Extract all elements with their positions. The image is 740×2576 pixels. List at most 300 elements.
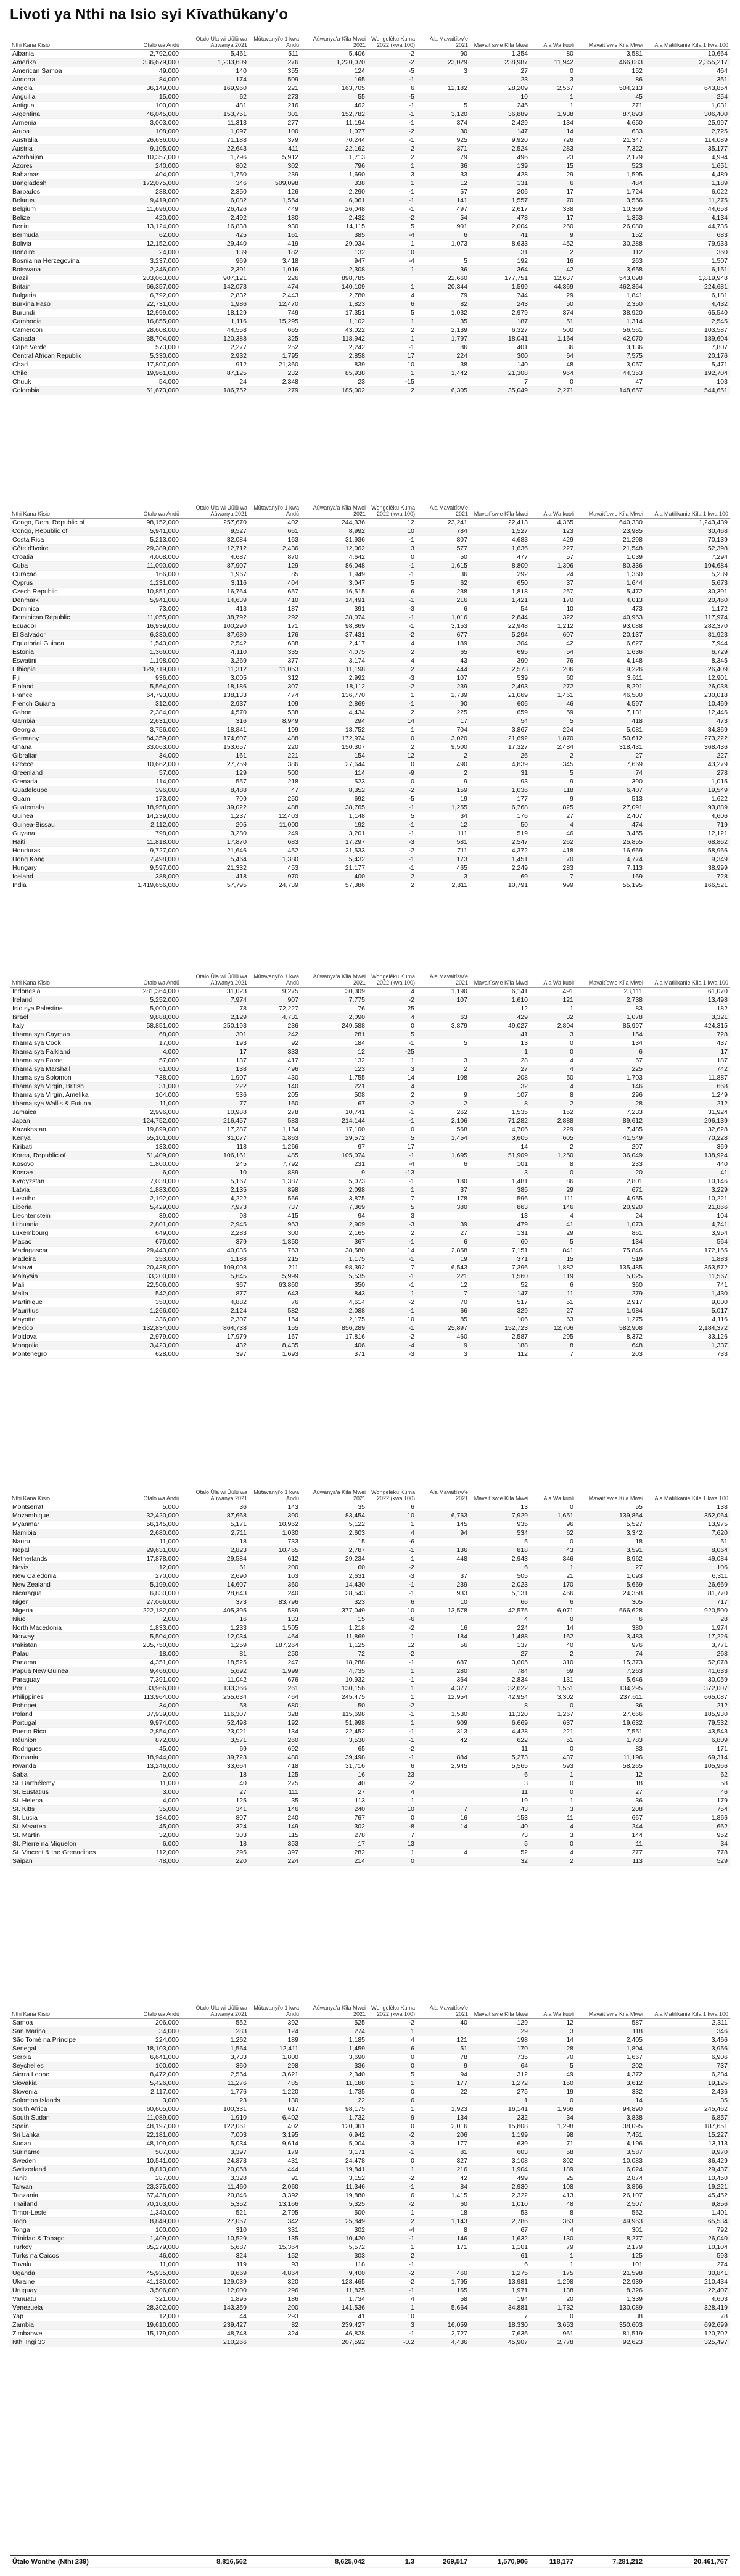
table-cell: 3,003,000: [115, 119, 181, 128]
table-cell: 224: [249, 1857, 301, 1866]
column-header[interactable]: Mavaitīsw'e Kīla Mwei: [470, 2001, 530, 2019]
country-name: Israel: [10, 1013, 115, 1022]
table-cell: 802: [181, 162, 249, 171]
country-name: Armenia: [10, 119, 115, 128]
table-cell: 5: [417, 102, 470, 110]
column-header[interactable]: Otalo wa Andū: [115, 32, 181, 50]
table-cell: 14,491: [301, 597, 368, 605]
table-cell: 38,580: [301, 1247, 368, 1255]
column-header[interactable]: Otalo Ūla wi Ūūlū wa Aūwanya 2021: [181, 970, 249, 988]
table-cell: 4,428: [470, 1728, 530, 1736]
table-cell: 61,000: [115, 1065, 181, 1074]
table-cell: 405,395: [181, 1607, 249, 1616]
column-header[interactable]: Mavaitīsw'e Kīla Mwei: [470, 970, 530, 988]
table-cell: 19,880: [301, 2192, 368, 2200]
table-cell: 657: [249, 588, 301, 597]
table-cell: 1,560: [470, 1273, 530, 1281]
table-cell: 936,000: [115, 674, 181, 683]
table-cell: 35: [417, 318, 470, 326]
table-cell: 680: [249, 1702, 301, 1711]
table-cell: 749: [249, 309, 301, 318]
table-cell: 481: [181, 102, 249, 110]
table-cell: 54: [417, 214, 470, 223]
table-row: [10, 1831, 730, 1840]
table-cell: 20: [530, 2295, 576, 2304]
table-cell: 188: [470, 1342, 530, 1350]
table-row: [10, 1247, 730, 1255]
column-header[interactable]: Nthi Kana Kīsio: [10, 1485, 115, 1503]
table-cell: 118: [530, 786, 576, 795]
table-cell: -2: [368, 2131, 417, 2140]
table-cell: 46: [645, 1788, 730, 1797]
table-row: [10, 640, 730, 648]
table-cell: 145: [417, 1521, 470, 1529]
column-header[interactable]: Wongelēku Kuma 2022 (kwa 100): [368, 2001, 417, 2019]
table-cell: 11,053: [249, 666, 301, 674]
table-cell: 92: [249, 1039, 301, 1048]
table-cell: 79: [417, 292, 470, 300]
table-cell: 153,657: [181, 743, 249, 752]
table-cell: 78: [181, 1005, 249, 1013]
table-cell: 69,314: [645, 1754, 730, 1762]
country-name: Mali: [10, 1281, 115, 1290]
column-header[interactable]: Ala Matilikanie Kīla 1 kwa 100: [645, 1485, 730, 1503]
column-header[interactable]: Wongelēku Kuma 2022 (kwa 100): [368, 1485, 417, 1503]
table-cell: 9: [417, 778, 470, 786]
country-name: Japan: [10, 1117, 115, 1126]
table-cell: 1,030: [249, 1529, 301, 1538]
table-cell: 6,284: [645, 2071, 730, 2079]
table-cell: 12,470: [249, 300, 301, 309]
table-cell: 3: [417, 1057, 470, 1065]
table-cell: 51: [645, 1538, 730, 1546]
table-section: [10, 501, 730, 890]
table-cell: 4,735: [301, 1667, 368, 1676]
table-cell: 643: [249, 1290, 301, 1298]
table-cell: 3,108: [470, 2157, 530, 2166]
table-cell: 146: [576, 1083, 645, 1091]
table-cell: 371: [417, 145, 470, 154]
country-name: Cape Verde: [10, 344, 115, 352]
table-cell: 81,770: [645, 1590, 730, 1598]
table-cell: 30,468: [645, 527, 730, 536]
table-cell: 6,543: [417, 1264, 470, 1273]
column-header[interactable]: Aūwanya'a Kīla Mwei 2021: [301, 2001, 368, 2019]
table-cell: 124: [301, 67, 368, 76]
column-header[interactable]: Mavaitīsw'e Kīla Mwei: [576, 1485, 645, 1503]
table-cell: 203,063,000: [115, 275, 181, 283]
country-name: St. Eustatius: [10, 1788, 115, 1797]
column-header[interactable]: Ala Mavaitīsw'e 2021: [417, 501, 470, 519]
table-cell: 1,622: [645, 795, 730, 804]
table-cell: 1,797: [417, 335, 470, 344]
table-cell: 807: [417, 536, 470, 545]
table-cell: 73: [470, 1831, 530, 1840]
table-cell: 12,712: [181, 545, 249, 553]
table-cell: 85: [249, 571, 301, 579]
table-cell: 9,727,000: [115, 847, 181, 856]
table-cell: 10,221: [645, 1195, 730, 1203]
table-row: [10, 1788, 730, 1797]
table-cell: 6: [576, 1616, 645, 1624]
table-cell: 137: [181, 1057, 249, 1065]
country-name: Bermuda: [10, 231, 115, 240]
table-cell: 901: [417, 223, 470, 231]
table-cell: 5,034: [181, 2140, 249, 2149]
table-cell: -1: [368, 1039, 417, 1048]
table-cell: 21,298: [576, 536, 645, 545]
table-cell: 42,070: [576, 335, 645, 344]
country-name: Netherlands: [10, 1555, 115, 1564]
table-cell: 1,415: [417, 2192, 470, 2200]
table-cell: 856,289: [301, 1324, 368, 1333]
column-header[interactable]: Ala Wa kuoli: [530, 970, 576, 988]
table-cell: 71,282: [470, 1117, 530, 1126]
table-cell: 152,782: [301, 110, 368, 119]
table-cell: -2: [368, 683, 417, 691]
table-cell: 48: [530, 2200, 576, 2209]
table-cell: 13: [470, 1503, 530, 1512]
column-header[interactable]: Mūtavanyi'o 1 kwa Andū: [249, 32, 301, 50]
column-header[interactable]: Otalo Ūla wi Ūūlū wa Aūwanya 2021: [181, 2001, 249, 2019]
table-cell: 282: [301, 1849, 368, 1857]
table-cell: 32,420,000: [115, 1512, 181, 1521]
table-cell: 177,751: [470, 275, 530, 283]
table-cell: 38,765: [301, 804, 368, 812]
column-header[interactable]: Otalo wa Andū: [115, 970, 181, 988]
table-row: [10, 136, 730, 145]
table-cell: 11,042: [181, 1676, 249, 1685]
table-cell: 3: [368, 1065, 417, 1074]
table-cell: 490: [417, 761, 470, 769]
table-cell: 999: [530, 881, 576, 890]
table-cell: 124: [249, 2028, 301, 2036]
table-row: [10, 2054, 730, 2062]
table-cell: 4: [530, 1849, 576, 1857]
column-header[interactable]: Mavaitīsw'e Kīla Mwei: [576, 32, 645, 50]
column-header[interactable]: Mūtavanyi'o 1 kwa Andū: [249, 1485, 301, 1503]
table-cell: 1,615: [417, 562, 470, 571]
column-header[interactable]: Nthi Kana Kīsio: [10, 32, 115, 50]
table-cell: 33,063,000: [115, 743, 181, 752]
table-cell: 58,265: [576, 1762, 645, 1771]
table-cell: [417, 1831, 470, 1840]
table-cell: 4,882: [181, 1298, 249, 1307]
table-cell: 0: [368, 1126, 417, 1134]
table-cell: 17,226: [645, 1633, 730, 1641]
column-header[interactable]: Wongelēku Kuma 2022 (kwa 100): [368, 970, 417, 988]
table-cell: 448: [417, 1555, 470, 1564]
table-cell: 767: [301, 1814, 368, 1823]
table-cell: 139: [181, 249, 249, 257]
table-row: [10, 1659, 730, 1667]
table-cell: 1: [368, 2079, 417, 2088]
table-cell: 6,082: [181, 197, 249, 205]
column-header[interactable]: Nthi Kana Kīsio: [10, 2001, 115, 2019]
table-cell: 462: [301, 102, 368, 110]
table-cell: [115, 2339, 181, 2347]
column-header[interactable]: Otalo Ūla wi Ūūlū wa Aūwanya 2021: [181, 32, 249, 50]
country-name: Indonesia: [10, 988, 115, 996]
column-header[interactable]: Mavaitīsw'e Kīla Mwei: [576, 501, 645, 519]
table-cell: 134: [576, 1238, 645, 1247]
table-cell: 15,227: [645, 2131, 730, 2140]
column-header[interactable]: Ala Matilikanie Kīla 1 kwa 100: [645, 501, 730, 519]
table-cell: 5,999: [249, 1273, 301, 1281]
table-cell: 1,667: [576, 2054, 645, 2062]
table-cell: 41,130,000: [115, 2278, 181, 2287]
table-cell: 544,651: [645, 387, 730, 395]
column-header[interactable]: Mavaitīsw'e Kīla Mwei: [576, 2001, 645, 2019]
table-cell: 4,731: [249, 1013, 301, 1022]
column-header[interactable]: Aūwanya'a Kīla Mwei 2021: [301, 970, 368, 988]
table-cell: 1,387: [249, 1178, 301, 1186]
table-cell: 8: [470, 1100, 530, 1108]
column-header[interactable]: Ala Matilikanie Kīla 1 kwa 100: [645, 32, 730, 50]
table-row: [10, 50, 730, 59]
table-cell: 5: [368, 1203, 417, 1212]
column-header[interactable]: Mavaitīsw'e Kīla Mwei: [576, 970, 645, 988]
table-cell: 148,657: [576, 387, 645, 395]
column-header[interactable]: Ala Mavaitīsw'e 2021: [417, 2001, 470, 2019]
table-cell: 825: [530, 804, 576, 812]
table-cell: 17,000: [115, 1039, 181, 1048]
table-cell: 432: [181, 1342, 249, 1350]
column-header[interactable]: Ala Mavaitīsw'e 2021: [417, 1485, 470, 1503]
table-cell: 17: [368, 352, 417, 361]
country-name: Fiji: [10, 674, 115, 683]
column-header[interactable]: Ala Wa kuoli: [530, 2001, 576, 2019]
table-cell: 1,554: [249, 197, 301, 205]
table-cell: -1: [368, 821, 417, 830]
table-cell: 8: [417, 2226, 470, 2235]
table-cell: 2,179: [576, 2244, 645, 2252]
table-cell: 60: [530, 674, 576, 683]
column-header[interactable]: Aūwanya'a Kīla Mwei 2021: [301, 501, 368, 519]
table-cell: 46: [530, 700, 576, 709]
table-cell: 208: [470, 1074, 530, 1083]
table-cell: 474: [249, 283, 301, 292]
table-cell: 94: [301, 1212, 368, 1221]
table-cell: 176: [470, 812, 530, 821]
table-cell: 6: [368, 1598, 417, 1607]
table-cell: 67: [470, 2226, 530, 2235]
table-cell: 7,151: [470, 1247, 530, 1255]
table-row: [10, 2062, 730, 2071]
table-cell: 56: [417, 1641, 470, 1650]
table-cell: 130: [530, 2235, 576, 2244]
column-header[interactable]: Ala Wa kuoli: [530, 32, 576, 50]
column-header[interactable]: Ala Matilikanie Kīla 1 kwa 100: [645, 970, 730, 988]
table-cell: 11,090,000: [115, 562, 181, 571]
table-cell: 5,073: [301, 1178, 368, 1186]
table-cell: 1,233: [181, 1624, 249, 1633]
table-cell: 336,679,000: [115, 59, 181, 67]
table-cell: 16,141: [470, 2105, 530, 2114]
table-cell: 415: [249, 1212, 301, 1221]
column-header[interactable]: Ala Matilikanie Kīla 1 kwa 100: [645, 2001, 730, 2019]
country-name: Kazakhstan: [10, 1126, 115, 1134]
column-header[interactable]: Mūtavanyi'o 1 kwa Andū: [249, 2001, 301, 2019]
table-cell: 22: [301, 2097, 368, 2105]
country-name: Azerbaijan: [10, 154, 115, 162]
table-cell: 6: [368, 588, 417, 597]
table-cell: 211: [249, 1264, 301, 1273]
table-row: [10, 352, 730, 361]
table-cell: 2,350: [576, 300, 645, 309]
table-cell: 93: [470, 778, 530, 786]
table-row: [10, 205, 730, 214]
column-header[interactable]: Otalo Ūla wi Ūūlū wa Aūwanya 2021: [181, 1485, 249, 1503]
table-cell: 70,139: [645, 536, 730, 545]
table-cell: 11,198: [301, 666, 368, 674]
table-cell: 240: [249, 1590, 301, 1598]
table-cell: 1,243,439: [645, 519, 730, 527]
column-header[interactable]: Mūtavanyi'o 1 kwa Andū: [249, 970, 301, 988]
table-cell: 2,909: [301, 1221, 368, 1229]
table-cell: 1,185: [301, 2036, 368, 2045]
table-cell: 733: [249, 1538, 301, 1546]
column-header[interactable]: Mavaitīsw'e Kīla Mwei: [470, 32, 530, 50]
country-name: Seychelles: [10, 2062, 115, 2071]
table-cell: 179: [249, 2149, 301, 2157]
table-cell: 437: [530, 1754, 576, 1762]
table-cell: 7,322: [576, 145, 645, 154]
table-cell: 262: [530, 838, 576, 847]
table-cell: 346: [181, 180, 249, 188]
country-name: Mozambique: [10, 1512, 115, 1521]
table-cell: 4,614: [301, 1298, 368, 1307]
column-header[interactable]: Otalo wa Andū: [115, 2001, 181, 2019]
table-cell: 27: [576, 1788, 645, 1797]
table-cell: 25: [530, 2174, 576, 2183]
column-header[interactable]: Ala Wa kuoli: [530, 1485, 576, 1503]
column-header[interactable]: Wongelēku Kuma 2022 (kwa 100): [368, 32, 417, 50]
table-cell: 4,706: [470, 1126, 530, 1134]
table-row: [10, 145, 730, 154]
column-header[interactable]: Nthi Kana Kīsio: [10, 501, 115, 519]
table-cell: 41,633: [645, 1667, 730, 1676]
table-cell: 2,384,000: [115, 709, 181, 717]
table-cell: 167: [249, 1333, 301, 1342]
table-cell: 75,846: [576, 1247, 645, 1255]
column-header[interactable]: Ala Wa kuoli: [530, 501, 576, 519]
table-cell: 2,271: [530, 387, 576, 395]
table-cell: 140: [181, 67, 249, 76]
table-cell: 9,105,000: [115, 145, 181, 154]
table-cell: 318,431: [576, 743, 645, 752]
country-name: Mexico: [10, 1324, 115, 1333]
table-cell: 150: [530, 2079, 576, 2088]
column-header[interactable]: Wongelēku Kuma 2022 (kwa 100): [368, 501, 417, 519]
table-cell: 50: [470, 821, 530, 830]
table-cell: 1: [368, 1693, 417, 1702]
table-cell: -3: [368, 1221, 417, 1229]
country-name: Belarus: [10, 197, 115, 205]
table-cell: 33: [417, 171, 470, 180]
table-cell: 8,326: [576, 2287, 645, 2295]
table-cell: 273: [249, 93, 301, 102]
table-cell: 2,340: [301, 2071, 368, 2079]
table-cell: 402: [249, 519, 301, 527]
table-cell: 283: [530, 145, 576, 154]
table-row: [10, 2114, 730, 2123]
table-cell: 60: [417, 2200, 470, 2209]
table-cell: 94,890: [576, 2105, 645, 2114]
table-cell: 2,979: [470, 309, 530, 318]
table-cell: 3,587: [576, 2149, 645, 2157]
column-header[interactable]: Mavaitīsw'e Kīla Mwei: [470, 501, 530, 519]
table-cell: 5,429,000: [115, 1203, 181, 1212]
table-row: [10, 1238, 730, 1247]
table-cell: 34: [530, 2114, 576, 2123]
table-cell: 2,874: [576, 2174, 645, 2183]
table-cell: 69: [470, 873, 530, 881]
country-name: Nicaragua: [10, 1590, 115, 1598]
table-cell: 42: [530, 266, 576, 275]
table-cell: 81,923: [645, 631, 730, 640]
table-row: [10, 821, 730, 830]
table-cell: 360: [181, 2062, 249, 2071]
column-header[interactable]: Mūtavanyi'o 1 kwa Andū: [249, 501, 301, 519]
column-header[interactable]: Ala Mavaitīsw'e 2021: [417, 970, 470, 988]
table-cell: 3,733: [181, 2054, 249, 2062]
column-header[interactable]: Otalo wa Andū: [115, 1485, 181, 1503]
table-row: [10, 1350, 730, 1359]
column-header[interactable]: Aūwanya'a Kīla Mwei 2021: [301, 1485, 368, 1503]
table-cell: 45,000: [115, 1823, 181, 1831]
table-cell: 1,599: [470, 283, 530, 292]
table-cell: 0: [530, 1788, 576, 1797]
table-cell: 79: [417, 154, 470, 162]
table-cell: 2,945: [181, 1221, 249, 1229]
table-cell: 2,179: [576, 154, 645, 162]
table-cell: 316: [181, 717, 249, 726]
table-cell: 1,651: [645, 162, 730, 171]
table-cell: 10,664: [645, 50, 730, 59]
table-cell: 2,792,000: [115, 50, 181, 59]
table-cell: 671: [576, 1186, 645, 1195]
column-header[interactable]: Aūwanya'a Kīla Mwei 2021: [301, 32, 368, 50]
table-cell: 587: [576, 2019, 645, 2028]
column-header[interactable]: Mavaitīsw'e Kīla Mwei: [470, 1485, 530, 1503]
table-cell: 2,242: [301, 344, 368, 352]
table-cell: 3: [417, 1350, 470, 1359]
country-name: Bahamas: [10, 171, 115, 180]
country-name: Ithama sya Faroe: [10, 1057, 115, 1065]
table-cell: 79: [530, 2244, 576, 2252]
column-header[interactable]: Otalo wa Andū: [115, 501, 181, 519]
table-cell: 496: [249, 1065, 301, 1074]
table-cell: 262: [417, 1108, 470, 1117]
table-cell: 23,111: [576, 988, 645, 996]
table-cell: 373: [181, 1598, 249, 1607]
country-name: Brazil: [10, 275, 115, 283]
table-cell: 6: [530, 1281, 576, 1290]
table-cell: 593: [530, 1762, 576, 1771]
table-cell: 18,041: [470, 335, 530, 344]
table-cell: 26,038: [645, 683, 730, 691]
column-header[interactable]: Otalo Ūla wi Ūūlū wa Aūwanya 2021: [181, 501, 249, 519]
table-cell: 131: [530, 1676, 576, 1685]
table-cell: 25,849: [301, 2218, 368, 2226]
country-name: Ethiopia: [10, 666, 115, 674]
table-cell: 174,607: [181, 735, 249, 743]
column-header[interactable]: Nthi Kana Kīsio: [10, 970, 115, 988]
table-cell: 12,000: [115, 1564, 181, 1572]
column-header[interactable]: Ala Mavaitīsw'e 2021: [417, 32, 470, 50]
country-name: Nevis: [10, 1564, 115, 1572]
